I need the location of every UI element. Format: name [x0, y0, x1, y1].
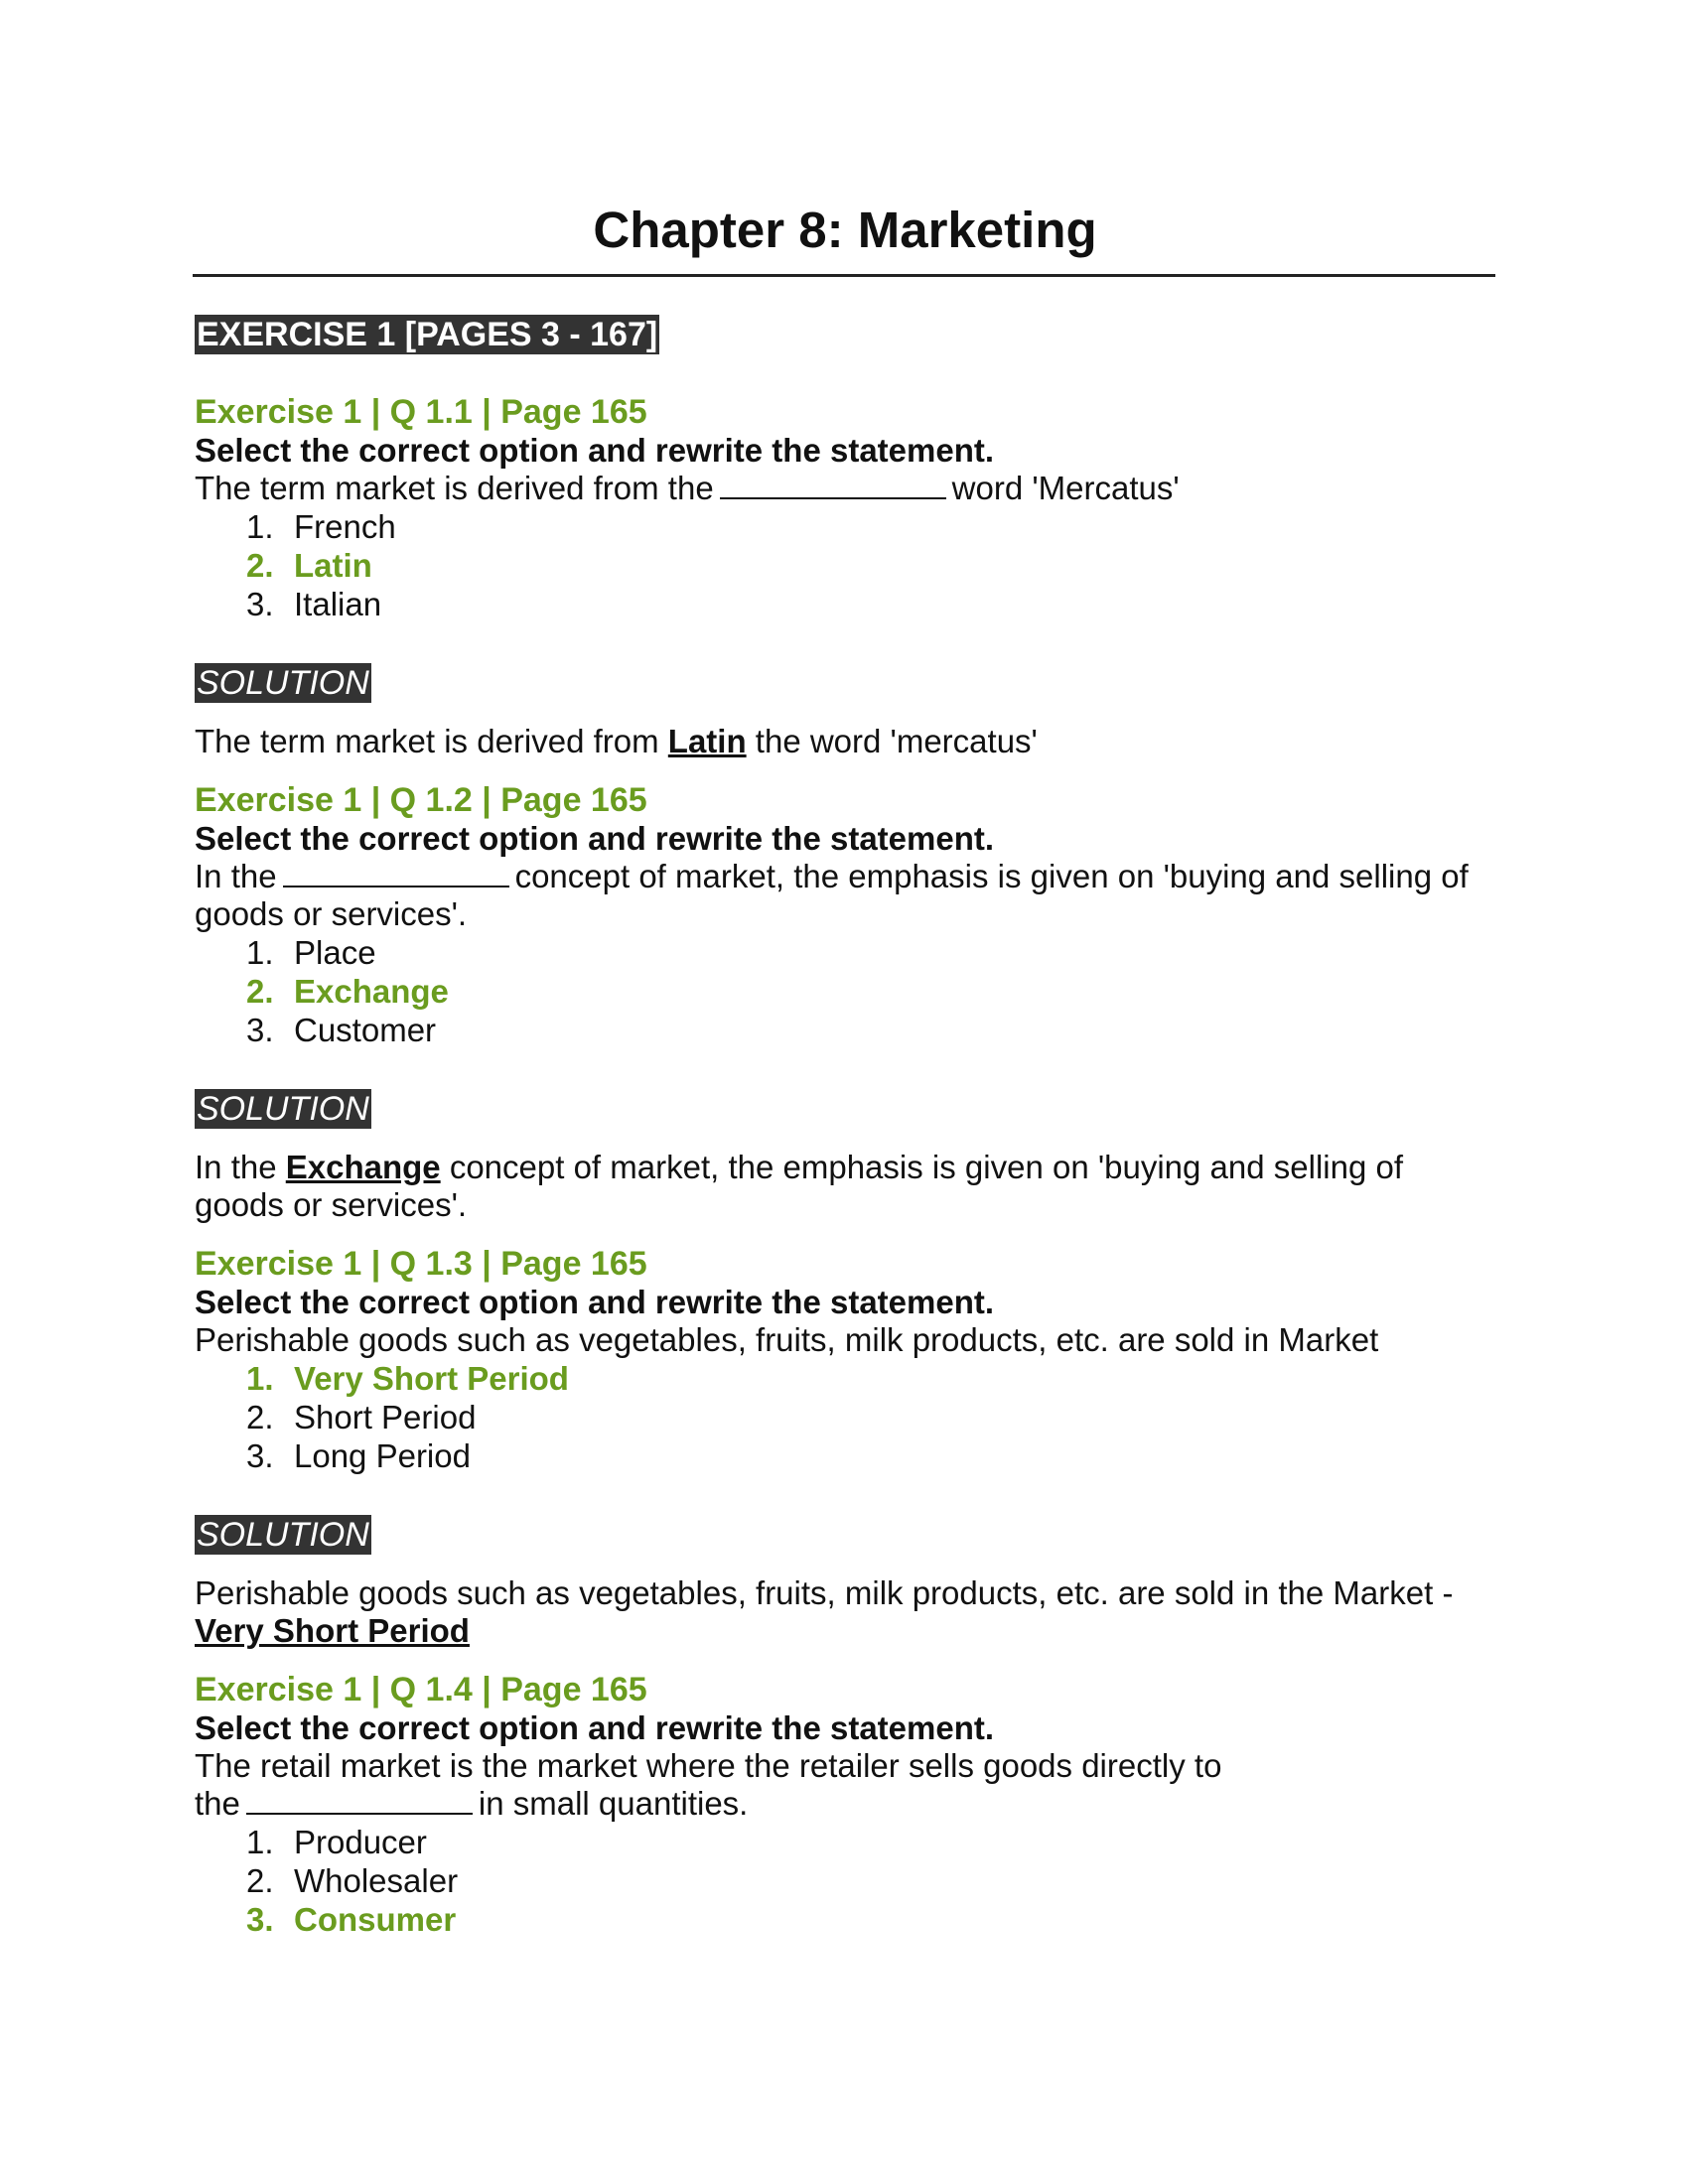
question-statement: [195, 858, 1495, 933]
solution-label: SOLUTION: [197, 664, 369, 702]
option-number: 2.: [246, 547, 274, 584]
question-1-3: [195, 1244, 1495, 1650]
option-number: 2.: [246, 973, 274, 1010]
option-item: [246, 933, 1495, 972]
statement-text-before: The retail market is the market where the retailer sells goods directly to the: [195, 1747, 1222, 1822]
option-list: [195, 1359, 1495, 1475]
option-item: [246, 585, 1495, 623]
solution-after: concept of market, the emphasis is given on 'buying and selling of goods or services'.: [195, 1149, 1404, 1223]
fill-blank: [720, 470, 946, 499]
option-item: [246, 507, 1495, 546]
option-item-correct: [246, 546, 1495, 585]
question-heading: Exercise 1 | Q 1.4 | Page 165: [195, 1671, 647, 1708]
option-number: 1.: [246, 508, 274, 545]
option-text: Customer: [294, 1012, 437, 1048]
option-text: Producer: [294, 1824, 427, 1860]
question-statement: [195, 1747, 1237, 1823]
option-text: Exchange: [294, 973, 449, 1010]
statement-text-after: concept of market, the emphasis is given on 'buying and selling of goods or services'.: [195, 858, 1469, 932]
exercise-header: EXERCISE 1 [PAGES 3 - 167]: [197, 316, 658, 353]
option-item: [246, 1436, 1495, 1475]
solution-answer: Exchange: [285, 1149, 441, 1185]
option-number: 1.: [246, 1360, 274, 1397]
chapter-title: Chapter 8: Marketing: [593, 202, 1097, 258]
question-instruction: Select the correct option and rewrite the statement.: [195, 432, 995, 469]
option-item: [246, 1861, 1495, 1900]
option-item-correct: [246, 1900, 1495, 1939]
solution-label: SOLUTION: [197, 1516, 369, 1554]
question-1-2: [195, 780, 1495, 1224]
option-number: 2.: [246, 1399, 274, 1435]
question-statement: Perishable goods such as vegetables, fruits, milk products, etc. are sold in Market: [195, 1321, 1379, 1358]
option-number: 1.: [246, 934, 274, 971]
option-text: Very Short Period: [294, 1360, 569, 1397]
option-number: 1.: [246, 1824, 274, 1860]
solution-text: [195, 1149, 1495, 1224]
question-instruction: Select the correct option and rewrite the statement.: [195, 820, 995, 857]
question-heading: Exercise 1 | Q 1.1 | Page 165: [195, 393, 647, 431]
option-text: Wholesaler: [294, 1862, 459, 1899]
option-item: [246, 1823, 1495, 1861]
option-text: Italian: [294, 586, 382, 622]
option-item: [246, 1011, 1495, 1049]
option-item-correct: [246, 1359, 1495, 1398]
option-text: Latin: [294, 547, 372, 584]
option-number: 3.: [246, 586, 274, 622]
solution-label: SOLUTION: [197, 1090, 369, 1128]
question-1-1: [195, 392, 1495, 760]
statement-text-before: In the: [195, 858, 277, 894]
option-number: 3.: [246, 1437, 274, 1474]
option-number: 3.: [246, 1901, 274, 1938]
title-divider: [193, 274, 1495, 277]
solution-before: In the: [195, 1149, 277, 1185]
option-item-correct: [246, 972, 1495, 1011]
solution-answer: Latin: [667, 723, 747, 759]
option-number: 3.: [246, 1012, 274, 1048]
option-text: Short Period: [294, 1399, 477, 1435]
option-item: [246, 1398, 1495, 1436]
option-text: Consumer: [294, 1901, 457, 1938]
option-text: Place: [294, 934, 376, 971]
question-heading: Exercise 1 | Q 1.2 | Page 165: [195, 781, 647, 819]
document-page: [195, 0, 1495, 1939]
statement-text-after: in small quantities.: [478, 1785, 749, 1822]
statement-text-before: The term market is derived from the: [195, 470, 714, 506]
solution-before: The term market is derived from: [195, 723, 659, 759]
option-list: [195, 507, 1495, 623]
fill-blank: [283, 858, 509, 887]
statement-text-after: word 'Mercatus': [951, 470, 1180, 506]
option-text: French: [294, 508, 396, 545]
question-instruction: Select the correct option and rewrite the statement.: [195, 1709, 995, 1746]
solution-text: [195, 1574, 1495, 1650]
option-list: [195, 1823, 1495, 1939]
question-1-4: [195, 1670, 1495, 1939]
question-heading: Exercise 1 | Q 1.3 | Page 165: [195, 1245, 647, 1283]
fill-blank: [246, 1785, 473, 1815]
option-list: [195, 933, 1495, 1049]
solution-after: the word 'mercatus': [755, 723, 1038, 759]
question-instruction: Select the correct option and rewrite the statement.: [195, 1284, 995, 1320]
solution-before: Perishable goods such as vegetables, fruits, milk products, etc. are sold in the Market -: [195, 1574, 1454, 1611]
option-text: Long Period: [294, 1437, 471, 1474]
question-statement: [195, 470, 1495, 507]
solution-answer: Very Short Period: [195, 1612, 470, 1649]
solution-text: [195, 723, 1495, 760]
option-number: 2.: [246, 1862, 274, 1899]
